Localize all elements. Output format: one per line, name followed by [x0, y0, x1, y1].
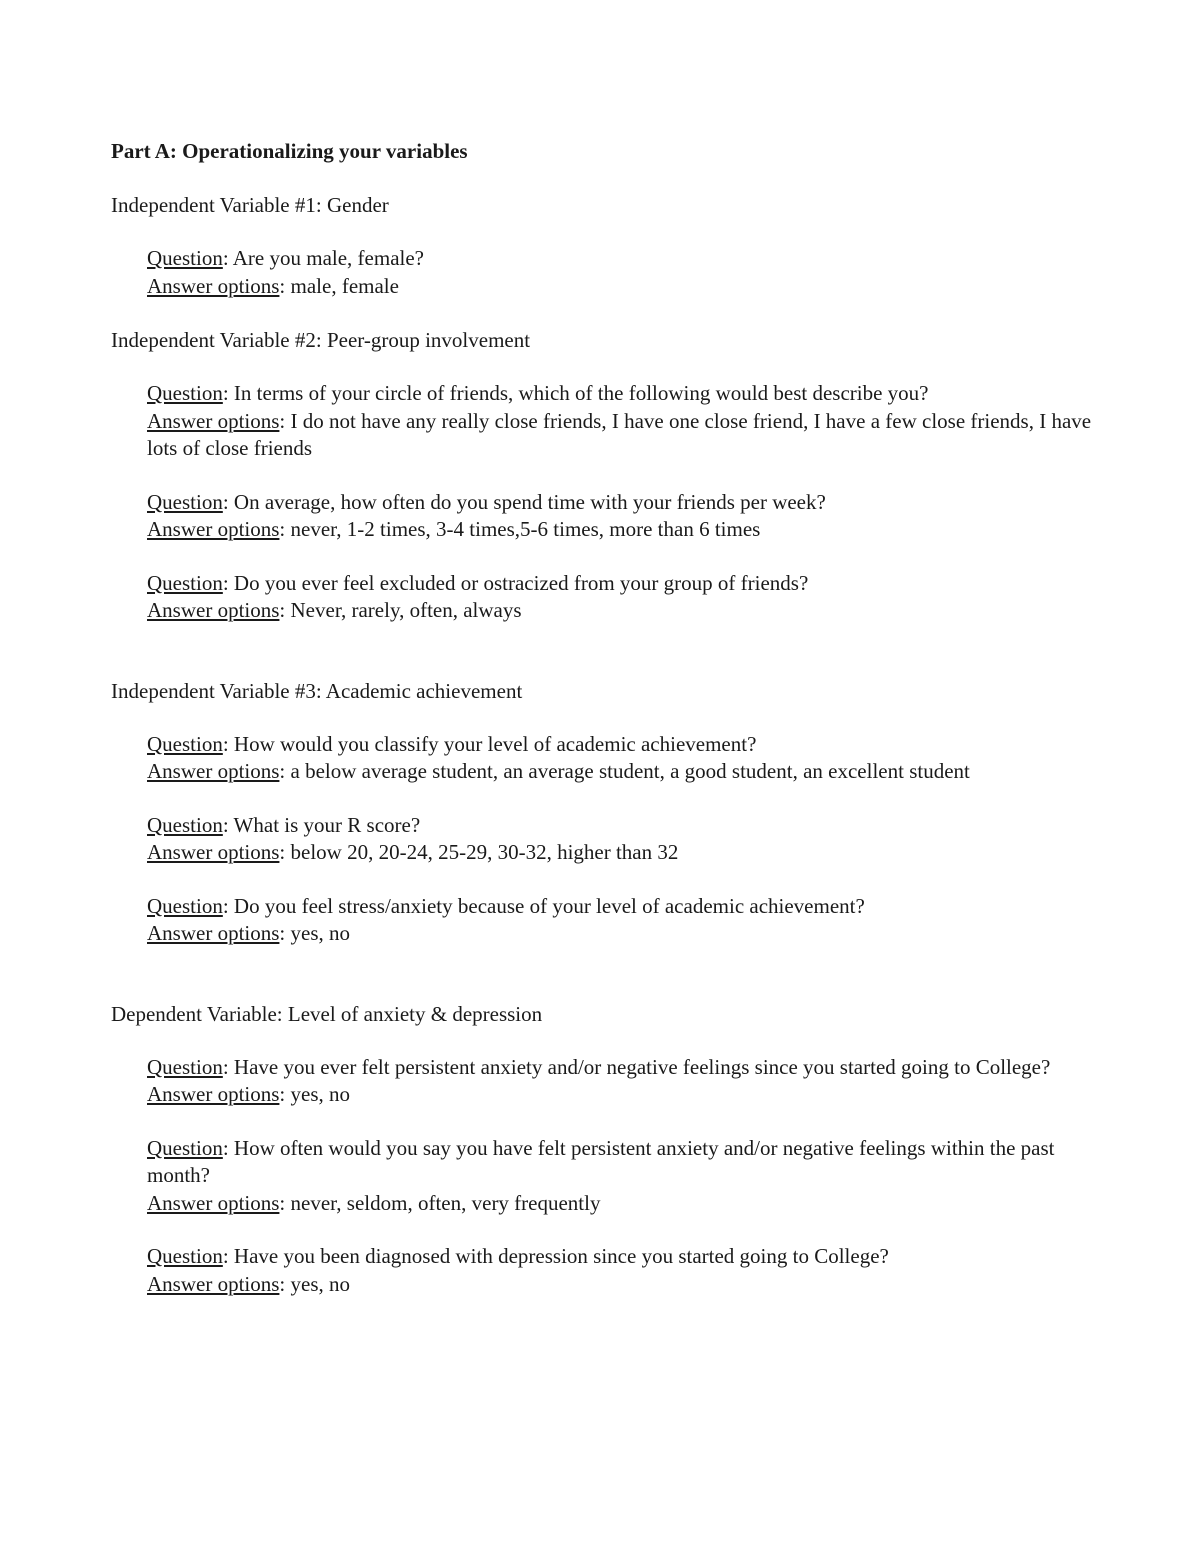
- answer-line: Answer options: never, 1-2 times, 3-4 times,5-6 times, more than 6 times: [147, 517, 761, 541]
- section-spacer: [111, 974, 1101, 1000]
- answer-label: Answer options: [147, 1190, 280, 1215]
- question-text: Do you feel stress/anxiety because of your level of academic achievement?: [233, 893, 865, 918]
- answer-line: Answer options: never, seldom, often, very frequently: [147, 1190, 601, 1215]
- question-block: [147, 1243, 1101, 1298]
- section-iv3-academic: [111, 677, 1101, 1000]
- answer-line: Answer options: Never, rarely, often, always: [147, 598, 522, 622]
- section-iv1-gender: [111, 191, 1101, 300]
- document-page: [111, 137, 1101, 1324]
- answer-text: yes, no: [290, 1082, 351, 1106]
- answer-text: male, female: [290, 273, 399, 298]
- question-block: [147, 893, 1101, 948]
- question-line: Question: How would you classify your level of academic achievement?: [147, 731, 757, 756]
- answer-label: Answer options: [147, 1271, 280, 1296]
- answer-text: a below average student, an average student, a good student, an excellent student: [290, 759, 970, 783]
- question-text: On average, how often do you spend time with your friends per week?: [233, 489, 826, 514]
- question-line: Question: Have you been diagnosed with depression since you started going to College?: [147, 1244, 889, 1268]
- question-label: Question: [147, 731, 223, 756]
- answer-line: Answer options: yes, no: [147, 921, 351, 945]
- question-line: Question: On average, how often do you spend time with your friends per week?: [147, 489, 826, 514]
- question-text: Have you ever felt persistent anxiety and/or negative feelings since you started going to College?: [233, 1054, 1051, 1079]
- question-label: Question: [147, 812, 223, 837]
- question-line: Question: In terms of your circle of friends, which of the following would best describe you?: [147, 381, 929, 405]
- answer-label: Answer options: [147, 759, 280, 783]
- question-block: [147, 731, 1101, 786]
- answer-text: Never, rarely, often, always: [290, 598, 522, 622]
- question-label: Question: [147, 246, 223, 270]
- answer-text: yes, no: [290, 921, 351, 945]
- answer-label: Answer options: [147, 1082, 280, 1106]
- answer-line: Answer options: yes, no: [147, 1082, 351, 1106]
- answer-text: I do not have any really close friends, I have one close friend, I have a few close friends, I have lots of close friends: [147, 408, 1092, 460]
- section-heading: Dependent Variable: Level of anxiety & depression: [111, 1001, 543, 1026]
- section-spacer: [111, 651, 1101, 677]
- question-label: Question: [147, 570, 223, 595]
- question-text: What is your R score?: [233, 812, 421, 837]
- answer-label: Answer options: [147, 408, 280, 433]
- question-text: In terms of your circle of friends, which of the following would best describe you?: [233, 381, 929, 405]
- question-label: Question: [147, 893, 223, 918]
- section-heading: Independent Variable #2: Peer-group involvement: [111, 328, 531, 352]
- part-title: Part A: Operationalizing your variables: [111, 139, 468, 163]
- question-block: [147, 380, 1101, 463]
- answer-label: Answer options: [147, 517, 280, 541]
- answer-text: never, 1-2 times, 3-4 times,5-6 times, more than 6 times: [290, 517, 761, 541]
- answer-line: Answer options: a below average student, an average student, a good student, an excellent student: [147, 759, 970, 783]
- question-block: [147, 1054, 1101, 1109]
- question-line: Question: Do you feel stress/anxiety because of your level of academic achievement?: [147, 893, 865, 918]
- answer-label: Answer options: [147, 273, 280, 298]
- question-block: [147, 245, 1101, 300]
- question-line: Question: What is your R score?: [147, 812, 421, 837]
- answer-label: Answer options: [147, 598, 280, 622]
- section-heading: Independent Variable #1: Gender: [111, 193, 389, 217]
- question-block: [147, 812, 1101, 867]
- answer-label: Answer options: [147, 840, 280, 864]
- answer-text: below 20, 20-24, 25-29, 30-32, higher than 32: [290, 840, 679, 864]
- question-text: How often would you say you have felt persistent anxiety and/or negative feelings within the past month?: [147, 1135, 1055, 1187]
- answer-text: never, seldom, often, very frequently: [290, 1190, 601, 1215]
- question-text: Do you ever feel excluded or ostracized from your group of friends?: [233, 570, 809, 595]
- question-block: [147, 570, 1101, 625]
- section-heading: Independent Variable #3: Academic achievement: [111, 678, 523, 703]
- answer-text: yes, no: [290, 1271, 351, 1296]
- question-label: Question: [147, 489, 223, 514]
- section-iv2-peer-group: [111, 326, 1101, 677]
- question-label: Question: [147, 1054, 223, 1079]
- question-line: Question: Have you ever felt persistent anxiety and/or negative feelings since you started going to College?: [147, 1054, 1051, 1079]
- question-label: Question: [147, 381, 223, 405]
- question-label: Question: [147, 1244, 223, 1268]
- question-block: [147, 1135, 1101, 1218]
- answer-line: Answer options: male, female: [147, 273, 399, 298]
- section-dependent-variable: [111, 1000, 1101, 1299]
- question-text: Are you male, female?: [232, 246, 425, 270]
- answer-line: Answer options: I do not have any really close friends, I have one close friend, I have a few close friends, I have lots of close friends: [147, 408, 1092, 460]
- question-text: Have you been diagnosed with depression since you started going to College?: [233, 1244, 889, 1268]
- question-line: Question: Do you ever feel excluded or ostracized from your group of friends?: [147, 570, 809, 595]
- question-block: [147, 489, 1101, 544]
- question-text: How would you classify your level of academic achievement?: [233, 731, 757, 756]
- answer-line: Answer options: yes, no: [147, 1271, 351, 1296]
- question-line: Question: Are you male, female?: [147, 246, 425, 270]
- question-line: Question: How often would you say you have felt persistent anxiety and/or negative feelings within the past month?: [147, 1135, 1055, 1187]
- answer-line: Answer options: below 20, 20-24, 25-29, 30-32, higher than 32: [147, 840, 679, 864]
- answer-label: Answer options: [147, 921, 280, 945]
- question-label: Question: [147, 1135, 223, 1160]
